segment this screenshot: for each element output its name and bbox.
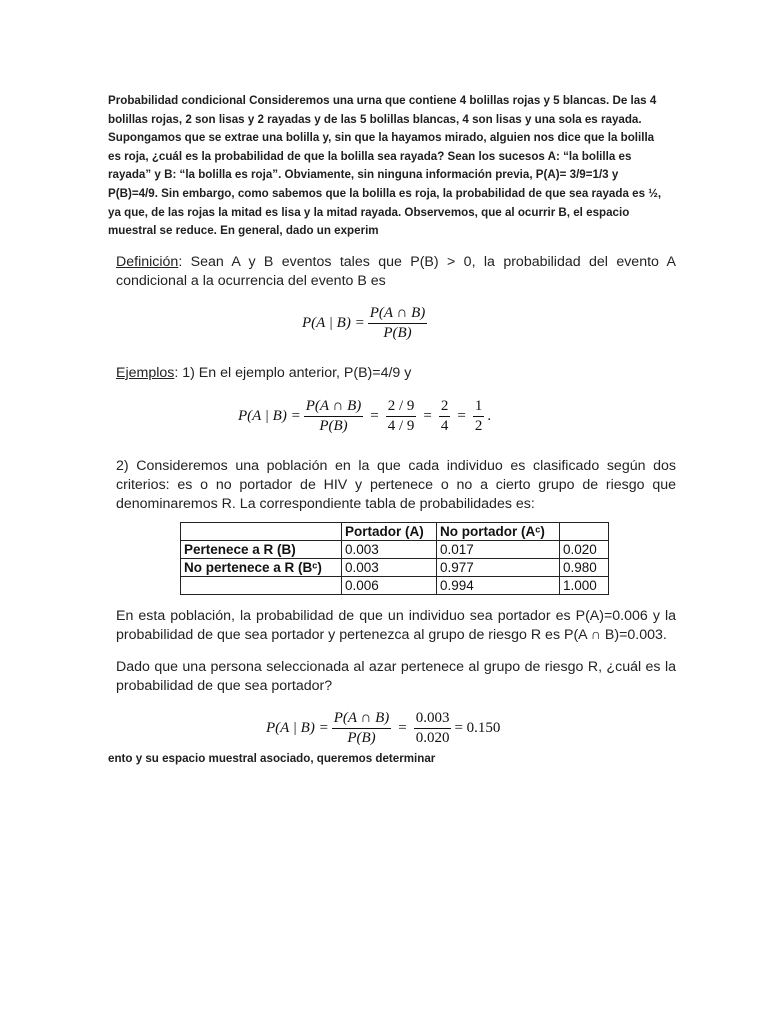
formula2-numerator-1: P(A ∩ B) bbox=[304, 398, 364, 417]
equals-sign: = bbox=[457, 408, 466, 424]
formula2-denominator-3: 4 bbox=[440, 418, 449, 434]
formula3-numerator-2: 0.003 bbox=[414, 710, 452, 729]
table-row bbox=[181, 541, 609, 559]
table-row bbox=[181, 577, 609, 595]
formula2-fraction-4 bbox=[473, 398, 485, 435]
table-header-cell: No portador (Aᶜ) bbox=[437, 523, 560, 541]
table-cell: 1.000 bbox=[560, 577, 609, 595]
table-row bbox=[181, 559, 609, 577]
equals-sign: = bbox=[370, 408, 379, 424]
formula2-period: . bbox=[487, 408, 492, 424]
formula2-numerator-2: 2 / 9 bbox=[386, 398, 417, 417]
equals-sign: = bbox=[423, 408, 432, 424]
table-cell: 0.977 bbox=[437, 559, 560, 577]
formula3-denominator-1: P(B) bbox=[347, 730, 376, 746]
conditional-probability-formula bbox=[302, 305, 430, 342]
formula3-fraction-1 bbox=[332, 710, 392, 747]
formula2-lhs: P(A | B) = bbox=[238, 408, 301, 424]
table-cell: 0.020 bbox=[560, 541, 609, 559]
examples-label: Ejemplos bbox=[116, 365, 175, 381]
formula3-result: = 0.150 bbox=[454, 720, 501, 736]
table-cell: 0.994 bbox=[437, 577, 560, 595]
example2-paragraph: 2) Consideremos una población en la que cada individuo es clasificado según dos criterios: es o no portador de HIV y pertenece o no a cierto grupo de riesgo que denominaremos R. La correspondiente tabla de probabilidades es: bbox=[116, 458, 676, 512]
intro-paragraph: Probabilidad condicional Consideremos una urna que contiene 4 bolillas rojas y 5 blancas. De las 4 bolillas rojas, 2 son lisas y 2 rayadas y de las 5 bolillas blancas, 4 son lisas y una sola es rayada. Supongamos que se extrae una bolilla y, sin que la hayamos mirado, alguien nos dice que la bolilla es roja, ¿cuál es la probabilidad de que la bolilla sea rayada? Sean los sucesos A: “la bolilla es rayada” y B: “la bolilla es roja”. Obviamente, sin ninguna información previa, P(A)= 3/9=1/3 y P(B)=4/9. Sin embargo, como sabemos que la bolilla es roja, la probabilidad de que sea rayada es ½, ya que, de las rojas la mitad es lisa y la mitad rayada. Observemos, que al ocurrir B, el espacio muestral se reduce. En general, dado un experim bbox=[108, 94, 662, 238]
table-cell: 0.980 bbox=[560, 559, 609, 577]
table-cell: No pertenece a R (Bᶜ) bbox=[181, 559, 342, 577]
table-header-cell: Portador (A) bbox=[342, 523, 437, 541]
formula3-numerator-1: P(A ∩ B) bbox=[332, 710, 392, 729]
formula2-numerator-3: 2 bbox=[439, 398, 451, 417]
formula1-numerator: P(A ∩ B) bbox=[368, 305, 428, 324]
table-cell: 0.003 bbox=[342, 541, 437, 559]
question-paragraph: Dado que una persona seleccionada al azar pertenece al grupo de riesgo R, ¿cuál es la probabilidad de que sea portador? bbox=[116, 659, 676, 694]
formula2-fraction-2 bbox=[386, 398, 417, 435]
formula3-denominator-2: 0.020 bbox=[415, 730, 450, 746]
table-cell: Pertenece a R (B) bbox=[181, 541, 342, 559]
table-header-cell bbox=[560, 523, 609, 541]
table-cell: 0.003 bbox=[342, 559, 437, 577]
formula1-fraction bbox=[368, 305, 428, 342]
examples-text: : 1) En el ejemplo anterior, P(B)=4/9 y bbox=[174, 365, 412, 381]
formula1-denominator: P(B) bbox=[383, 325, 412, 341]
formula3-fraction-2 bbox=[414, 710, 452, 747]
example1-formula bbox=[238, 398, 491, 435]
formula1-lhs: P(A | B) = bbox=[302, 315, 365, 331]
table-header-cell bbox=[181, 523, 342, 541]
definition-text: : Sean A y B eventos tales que P(B) > 0, la probabilidad del evento A condicional a la ocurrencia del evento B es bbox=[116, 254, 676, 289]
continuation-text: ento y su espacio muestral asociado, queremos determinar bbox=[108, 752, 436, 765]
formula2-numerator-4: 1 bbox=[473, 398, 485, 417]
definition-paragraph bbox=[116, 253, 676, 291]
formula3-lhs: P(A | B) = bbox=[266, 720, 329, 736]
probability-table bbox=[180, 522, 609, 595]
table-cell bbox=[181, 577, 342, 595]
formula2-fraction-3 bbox=[439, 398, 451, 435]
population-paragraph: En esta población, la probabilidad de que un individuo sea portador es P(A)=0.006 y la probabilidad de que sea portador y pertenezca al grupo de riesgo R es P(A ∩ B)=0.003. bbox=[116, 608, 676, 643]
table-cell: 0.017 bbox=[437, 541, 560, 559]
table-header-row bbox=[181, 523, 609, 541]
formula2-denominator-2: 4 / 9 bbox=[387, 418, 415, 434]
formula2-denominator-4: 2 bbox=[474, 418, 483, 434]
definition-label: Definición bbox=[116, 254, 179, 270]
formula2-fraction-1 bbox=[304, 398, 364, 435]
example2-formula bbox=[266, 710, 500, 747]
formula2-denominator-1: P(B) bbox=[319, 418, 348, 434]
examples-paragraph bbox=[116, 364, 676, 383]
equals-sign: = bbox=[398, 720, 407, 736]
table-cell: 0.006 bbox=[342, 577, 437, 595]
